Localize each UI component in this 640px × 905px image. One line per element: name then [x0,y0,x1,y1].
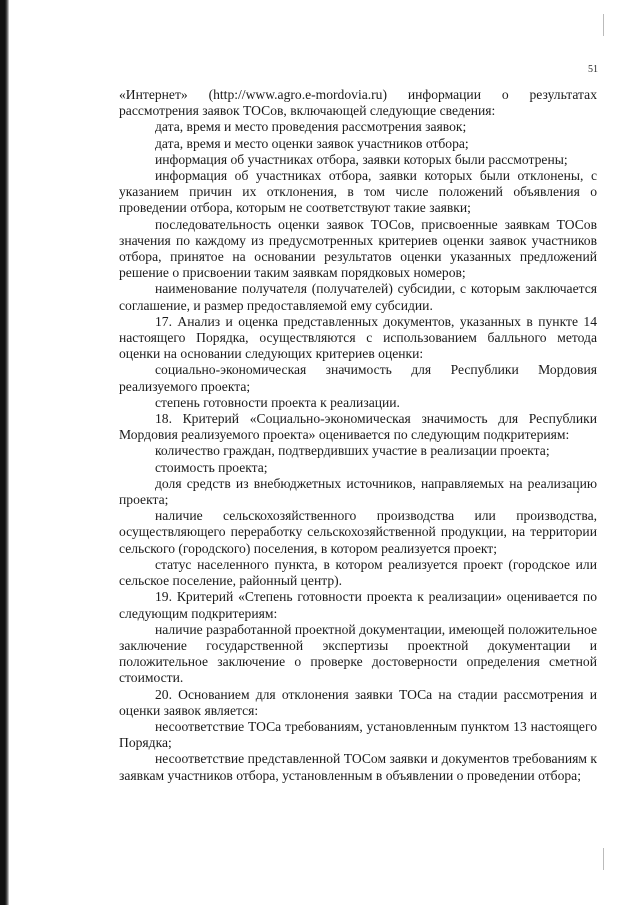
paragraph: «Интернет» (http://www.agro.e-mordovia.ru) информации о результатах рассмотрения заявок ТОСов, включающей следующие сведения: [119,87,597,119]
paragraph: количество граждан, подтвердивших участие в реализации проекта; [155,443,550,459]
document-body [119,87,597,784]
paragraph: наличие разработанной проектной документации, имеющей положительное заключение государственной экспертизы проектной документации и положительное заключение о проверке достоверности определения сметной стоимости. [119,621,597,686]
paragraph: дата, время и место оценки заявок участников отбора; [155,135,469,151]
paragraph: 20. Основанием для отклонения заявки ТОСа на стадии рассмотрения и оценки заявок является: [119,686,597,718]
scan-artifact-line [603,848,604,870]
paragraph: степень готовности проекта к реализации. [155,394,400,410]
paragraph: информация об участниках отбора, заявки которых были отклонены, с указанием причин их отклонения, в том числе положений объявления о проведении отбора, которым не соответствуют такие заявки; [119,168,597,216]
scan-artifact-line [603,14,604,36]
paragraph: 19. Критерий «Степень готовности проекта к реализации» оценивается по следующим подкритериям: [119,589,597,621]
scan-binding-edge [0,0,9,905]
paragraph: статус населенного пункта, в котором реализуется проект (городское или сельское поселение, районный центр). [119,556,597,589]
paragraph: доля средств из внебюджетных источников, направляемых на реализацию проекта; [119,475,597,508]
paragraph: информация об участниках отбора, заявки которых были рассмотрены; [155,151,568,167]
paragraph: дата, время и место проведения рассмотрения заявок; [155,119,467,135]
paragraph: наличие сельскохозяйственного производства или производства, осуществляющего переработку сельскохозяйственной продукции, на территории сельского (городского) поселения, в котором реализуется проект; [119,508,597,556]
paragraph: несоответствие представленной ТОСом заявки и документов требованиям к заявкам участников отбора, установленным в объявлении о проведении отбора; [119,751,597,783]
page-number: 51 [588,64,598,75]
paragraph: социально-экономическая значимость для Республики Мордовия реализуемого проекта; [119,362,597,394]
paragraph: наименование получателя (получателей) субсидии, с которым заключается соглашение, и размер предоставляемой ему субсидии. [119,281,597,313]
paragraph: 18. Критерий «Социально-экономическая значимость для Республики Мордовия реализуемого проекта» оценивается по следующим подкритериям: [119,411,597,443]
paragraph: стоимость проекта; [155,459,268,475]
paragraph: последовательность оценки заявок ТОСов, присвоенные заявкам ТОСов значения по каждому из предусмотренных критериев оценки заявок участников отбора, принятое на основании результатов оценки указанных предложений решение о присвоении таким заявкам порядковых номеров; [119,216,597,281]
paragraph: 17. Анализ и оценка представленных документов, указанных в пункте 14 настоящего Порядка, осуществляются с использованием балльного метода оценки на основании следующих критериев оценки: [119,313,597,362]
paragraph: несоответствие ТОСа требованиям, установленным пунктом 13 настоящего Порядка; [119,718,597,751]
